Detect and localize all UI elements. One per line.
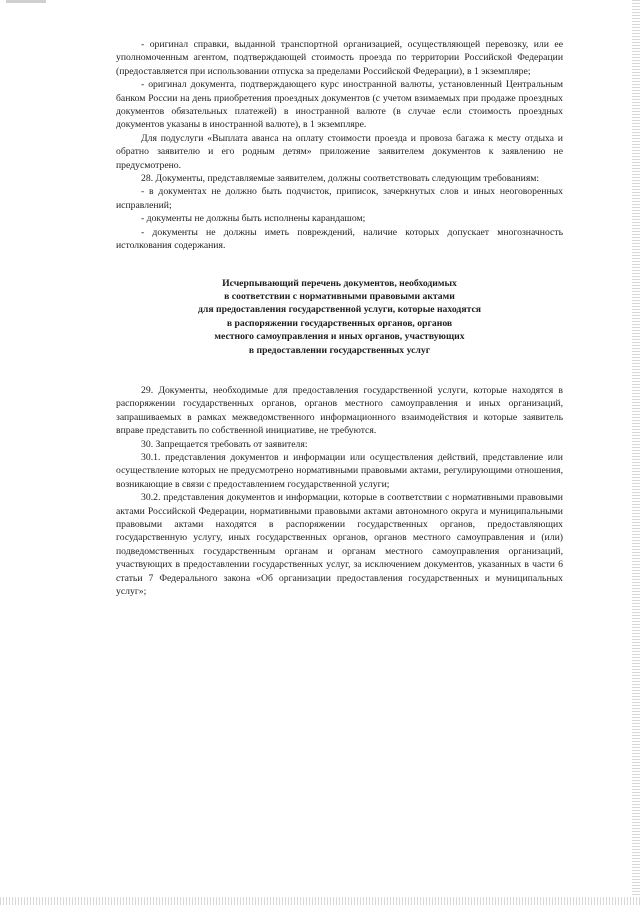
heading-line: в предоставлении государственных услуг: [248, 344, 431, 356]
paragraph-30-prohibited: 30. Запрещается требовать от заявителя:: [141, 438, 308, 450]
heading-line: в соответствии с нормативными правовыми актами: [224, 290, 455, 302]
paragraph-no-erasures: - в документах не должно быть подчисток, приписок, зачеркнутых слов и иных неоговоренных исправлений;: [116, 186, 563, 211]
paragraph-currency-rate: - оригинал документа, подтверждающего курс иностранной валюты, установленный Центральным банком России на день приобретения проездных документов (с учетом взимаемых при продаже проездных документов обязательных платежей) в иностранной валюте (в случае если стоимость проездных документов указаны в иностранной валюте), в 1 экземпляре.: [116, 79, 563, 131]
scan-border-right: [632, 0, 640, 905]
paragraph-29-documents: 29. Документы, необходимые для предоставления государственной услуги, которые находятся в распоряжении государственных органов, органов местного самоуправления и иных организаций, запрашиваемых в рамках межведомственного информационного взаимодействия и которые заявитель вправе представить по собственной инициативе, не требуются.: [116, 384, 563, 437]
section-heading: [116, 277, 563, 357]
heading-line: для предоставления государственной услуги, которые находятся: [198, 304, 481, 316]
paragraph-no-damage: - документы не должны иметь повреждений, наличие которых допускает многозначность истолкования содержания.: [116, 226, 563, 252]
heading-line: местного самоуправления и иных органов, участвующих: [214, 331, 465, 343]
heading-line: в распоряжении государственных органов, органов: [226, 317, 453, 329]
paragraph-no-pencil: - документы не должны быть исполнены карандашом;: [141, 213, 366, 225]
paragraph-30-1: 30.1. представления документов и информации или осуществления действий, представление или осуществление которых не предусмотрено нормативными правовыми актами, регулирующими отношения, возникающие в связи с предоставлением государственной услуги;: [116, 451, 563, 490]
scan-border-bottom: [0, 897, 640, 905]
heading-line: Исчерпывающий перечень документов, необходимых: [222, 277, 457, 289]
document-body: [116, 38, 563, 598]
scan-artifact: [6, 0, 46, 3]
paragraph-30-2: 30.2. представления документов и информации, которые в соответствии с нормативными правовыми актами Российской Федерации, нормативными правовыми актами автономного округа и муниципальными правовыми актами находятся в распоряжении государственных органов, предоставляющих государственную услугу, иных государственных органов, органов местного самоуправления и (или) подведомственных государственным органам и органам местного самоуправления организаций, участвующих в предоставлении государственных услуг, за исключением документов, указанных в части 6 статьи 7 Федерального закона «Об организации предоставления государственных и муниципальных услуг»;: [116, 492, 563, 598]
paragraph-advance-subservice: Для подуслуги «Выплата аванса на оплату стоимости проезда и провоза багажа к месту отдыха и обратно заявителю и его родным детям» приложение заявителем документов к заявлению не предусмотрено.: [116, 132, 563, 171]
paragraph-28-requirements: 28. Документы, представляемые заявителем, должны соответствовать следующим требованиям:: [141, 173, 540, 185]
paragraph-transport-certificate: - оригинал справки, выданной транспортной организацией, осуществляющей перевозку, или ее уполномоченным агентом, подтверждающей стоимость проезда по территории Российской Федерации (предоставляется при использовании отпуска за пределами Российской Федерации), в 1 экземпляре;: [116, 39, 563, 77]
